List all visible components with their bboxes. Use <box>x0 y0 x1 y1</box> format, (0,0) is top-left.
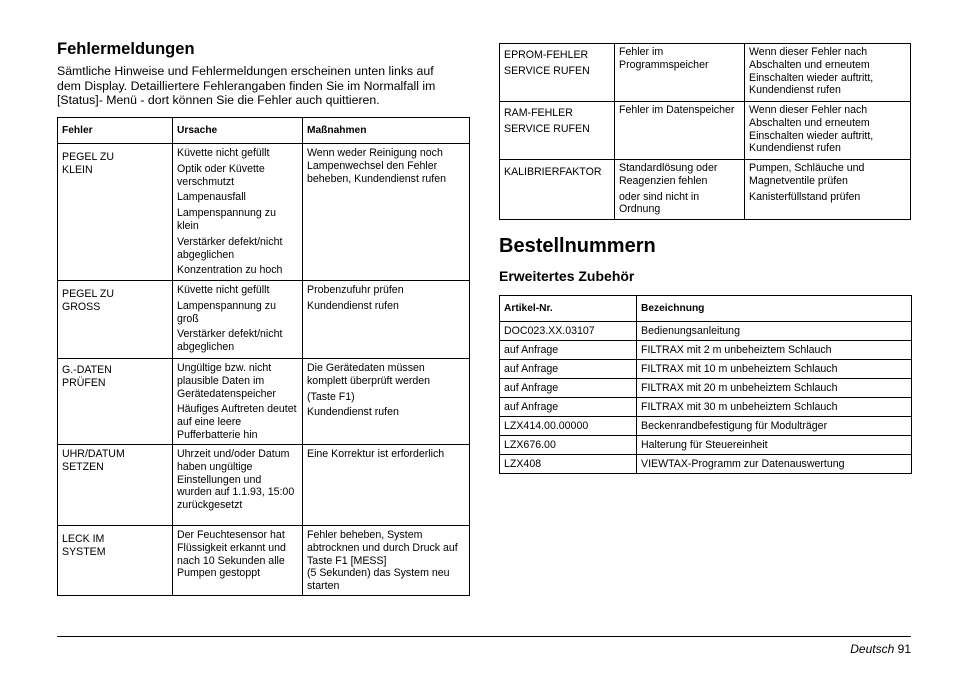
fehler-cell <box>500 102 615 160</box>
table-row <box>58 445 470 526</box>
fehler-text: SERVICE RUFEN <box>504 64 590 77</box>
artikel-nr-cell: auf Anfrage <box>500 341 637 360</box>
ursache-text: Fehler im Datenspeicher <box>619 104 735 116</box>
artikel-nr-cell: auf Anfrage <box>500 379 637 398</box>
fehler-text: PEGEL ZU <box>62 151 115 163</box>
table-row <box>58 526 470 596</box>
section-heading-bestellnummern: Bestellnummern <box>499 235 656 257</box>
footer-divider <box>57 636 911 637</box>
massnahmen-text: (Taste F1) <box>307 390 355 403</box>
massnahmen-text: Die Gerätedaten müssen komplett überprüft werden <box>307 362 431 387</box>
table-row <box>500 398 912 417</box>
artikel-nr-cell: DOC023.XX.03107 <box>500 322 637 341</box>
fehler-cell <box>58 144 173 281</box>
table-row <box>500 341 912 360</box>
bezeichnung-cell: Bedienungsanleitung <box>637 322 912 341</box>
ursache-cell <box>173 281 303 359</box>
table-row <box>500 160 911 220</box>
error-table-continued <box>499 43 911 220</box>
massnahmen-text: Wenn weder Reinigung noch Lampenwechsel den Fehler beheben, Kundendienst rufen <box>307 147 447 185</box>
massnahmen-cell <box>303 144 470 281</box>
intro-line: Sämtliche Hinweise und Fehlermeldungen erscheinen unten links auf <box>57 64 434 78</box>
artikel-nr-cell: auf Anfrage <box>500 360 637 379</box>
ursache-cell <box>615 160 745 220</box>
ursache-cell <box>615 44 745 102</box>
table-row <box>500 44 911 102</box>
column-header-fehler: Fehler <box>58 118 173 144</box>
page-number: 91 <box>897 642 911 656</box>
ursache-text: Küvette nicht gefüllt <box>177 284 270 296</box>
ursache-cell <box>615 102 745 160</box>
ursache-cell <box>173 445 303 526</box>
massnahmen-cell <box>303 526 470 596</box>
fehler-cell <box>58 281 173 359</box>
bezeichnung-cell: FILTRAX mit 30 m unbeheiztem Schlauch <box>637 398 912 417</box>
fehler-text: KALIBRIERFAKTOR <box>504 166 602 178</box>
ursache-text: Fehler im Programmspeicher <box>619 46 709 71</box>
table-row <box>58 359 470 445</box>
ursache-text: oder sind nicht in Ordnung <box>619 190 700 216</box>
ursache-text: Standardlösung oder Reagenzien fehlen <box>619 162 718 187</box>
bezeichnung-cell: Beckenrandbefestigung für Modulträger <box>637 417 912 436</box>
column-header-ursache: Ursache <box>173 118 303 144</box>
massnahmen-text: Kundendienst rufen <box>307 406 399 419</box>
ursache-text: Lampenspannung zu klein <box>177 207 276 232</box>
ursache-text: Lampenausfall <box>177 191 246 204</box>
table-row <box>58 281 470 359</box>
table-row <box>500 436 912 455</box>
fehler-cell <box>500 44 615 102</box>
ursache-text: Konzentration zu hoch <box>177 264 283 277</box>
table-row <box>500 417 912 436</box>
footer-language: Deutsch <box>850 642 895 656</box>
fehler-text: RAM-FEHLER <box>504 107 573 119</box>
fehler-cell <box>58 359 173 445</box>
fehler-text: EPROM-FEHLER <box>504 49 589 61</box>
fehler-text: SERVICE RUFEN <box>504 122 590 135</box>
intro-paragraph <box>57 64 467 108</box>
artikel-nr-cell: auf Anfrage <box>500 398 637 417</box>
fehler-cell <box>58 526 173 596</box>
ursache-text: Häufiges Auftreten deutet auf eine leere Pufferbatterie hin <box>177 403 297 441</box>
parts-table-header-row <box>500 296 912 322</box>
table-row <box>500 102 911 160</box>
fehler-text: LECK IM <box>62 533 105 545</box>
massnahmen-text: Kundendienst rufen <box>307 299 399 312</box>
artikel-nr-cell: LZX414.00.00000 <box>500 417 637 436</box>
bezeichnung-cell: FILTRAX mit 10 m unbeheiztem Schlauch <box>637 360 912 379</box>
massnahmen-cell <box>303 445 470 526</box>
subheading-erweitertes-zubehoer: Erweitertes Zubehör <box>499 268 635 284</box>
ursache-text: Uhrzeit und/oder Datum haben ungültige Einstellungen und wurden auf 1.1.93, 15:00 zurückgesetzt <box>177 448 295 512</box>
fehler-text: GROSS <box>62 300 101 313</box>
massnahmen-text: (5 Sekunden) das System neu starten <box>307 567 450 593</box>
massnahmen-text: Wenn dieser Fehler nach Abschalten und erneutem Einschalten wieder auftritt, Kundendienst rufen <box>749 46 874 97</box>
column-header-bezeichnung: Bezeichnung <box>637 296 912 322</box>
artikel-nr-cell: LZX676.00 <box>500 436 637 455</box>
table-row <box>500 379 912 398</box>
massnahmen-text: Pumpen, Schläuche und Magnetventile prüfen <box>749 162 865 187</box>
massnahmen-cell <box>745 160 911 220</box>
fehler-text: KLEIN <box>62 163 93 176</box>
ursache-text: Ungültige bzw. nicht plausible Daten im Gerätedatenspeicher <box>177 362 276 400</box>
intro-line: dem Display. Detailliertere Fehlerangaben finden Sie im Normalfall im <box>57 78 436 93</box>
fehler-text: UHR/DATUM <box>62 448 125 460</box>
ursache-text: Küvette nicht gefüllt <box>177 147 270 159</box>
bezeichnung-cell: FILTRAX mit 2 m unbeheiztem Schlauch <box>637 341 912 360</box>
ursache-text: Verstärker defekt/nicht abgeglichen <box>177 328 283 354</box>
ursache-text: Lampenspannung zu groß <box>177 299 276 325</box>
ursache-cell <box>173 144 303 281</box>
table-row <box>58 144 470 281</box>
ursache-cell <box>173 526 303 596</box>
fehler-text: PRÜFEN <box>62 376 106 389</box>
fehler-cell <box>58 445 173 526</box>
massnahmen-cell <box>745 102 911 160</box>
page-footer <box>850 642 911 656</box>
fehler-text: SYSTEM <box>62 545 106 558</box>
massnahmen-cell <box>303 359 470 445</box>
massnahmen-cell <box>745 44 911 102</box>
fehler-text: G.-DATEN <box>62 364 112 376</box>
table-row <box>500 322 912 341</box>
massnahmen-text: Eine Korrektur ist erforderlich <box>307 448 445 460</box>
fehler-text: PEGEL ZU <box>62 288 115 300</box>
massnahmen-text: Fehler beheben, System abtrocknen und durch Druck auf Taste F1 [MESS] <box>307 529 458 567</box>
massnahmen-text: Wenn dieser Fehler nach Abschalten und erneutem Einschalten wieder auftritt, Kundendienst rufen <box>749 104 874 155</box>
error-table <box>57 117 470 596</box>
intro-line: [Status]- Menü - dort können Sie die Fehler auch quittieren. <box>57 93 380 107</box>
fehler-text: SETZEN <box>62 460 104 473</box>
massnahmen-text: Kanisterfüllstand prüfen <box>749 190 861 203</box>
ursache-cell <box>173 359 303 445</box>
column-header-artikel-nr: Artikel-Nr. <box>500 296 637 322</box>
bezeichnung-cell: FILTRAX mit 20 m unbeheiztem Schlauch <box>637 379 912 398</box>
error-table-header-row <box>58 118 470 144</box>
artikel-nr-cell: LZX408 <box>500 455 637 474</box>
massnahmen-text: Probenzufuhr prüfen <box>307 284 404 296</box>
table-row <box>500 455 912 474</box>
ursache-text: Der Feuchtesensor hat Flüssigkeit erkannt und nach 10 Sekunden alle Pumpen gestoppt <box>177 529 286 580</box>
column-header-massnahmen: Maßnahmen <box>303 118 470 144</box>
parts-table <box>499 295 912 474</box>
ursache-text: Optik oder Küvette verschmutzt <box>177 162 265 188</box>
bezeichnung-cell: VIEWTAX-Programm zur Datenauswertung <box>637 455 912 474</box>
ursache-text: Verstärker defekt/nicht abgeglichen <box>177 235 283 261</box>
fehler-cell <box>500 160 615 220</box>
section-heading-fehlermeldungen: Fehlermeldungen <box>57 40 195 58</box>
bezeichnung-cell: Halterung für Steuereinheit <box>637 436 912 455</box>
table-row <box>500 360 912 379</box>
massnahmen-cell <box>303 281 470 359</box>
